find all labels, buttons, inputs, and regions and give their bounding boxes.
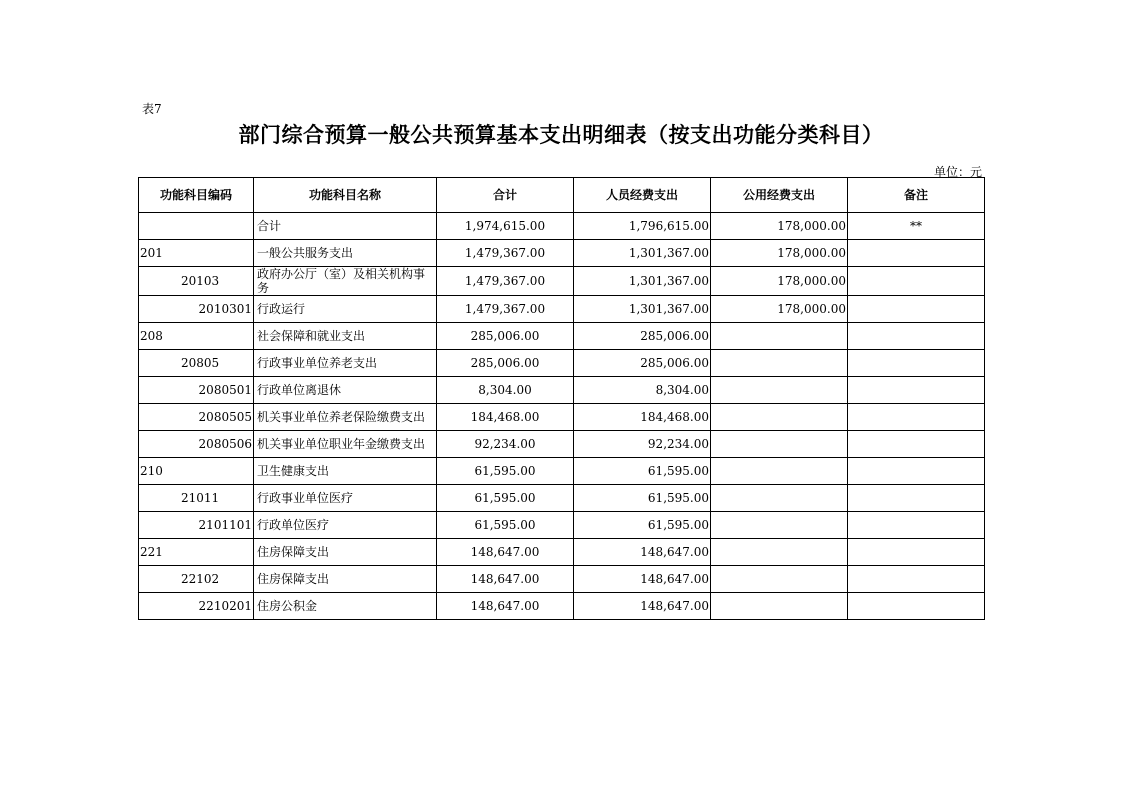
- cell-code: 2080505: [139, 404, 254, 431]
- cell-name: 机关事业单位养老保险缴费支出: [254, 404, 437, 431]
- cell-total: 1,479,367.00: [437, 240, 574, 267]
- cell-total: 148,647.00: [437, 539, 574, 566]
- cell-total: 61,595.00: [437, 485, 574, 512]
- cell-personnel: 285,006.00: [574, 323, 711, 350]
- cell-code: 221: [139, 539, 254, 566]
- cell-code: 2210201: [139, 593, 254, 620]
- cell-total: 148,647.00: [437, 566, 574, 593]
- cell-note: [848, 512, 985, 539]
- cell-personnel: 285,006.00: [574, 350, 711, 377]
- unit-label: 单位：元: [933, 165, 982, 179]
- cell-total: 61,595.00: [437, 512, 574, 539]
- cell-code: 201: [139, 240, 254, 267]
- table-header-row: [139, 178, 985, 213]
- budget-table: [138, 177, 985, 620]
- header-total: 合计: [437, 178, 574, 213]
- table-row: [139, 267, 985, 296]
- cell-total: 8,304.00: [437, 377, 574, 404]
- cell-name: 住房保障支出: [254, 566, 437, 593]
- table-row: [139, 240, 985, 267]
- cell-personnel: 1,796,615.00: [574, 213, 711, 240]
- cell-public: [711, 350, 848, 377]
- table-row: [139, 296, 985, 323]
- cell-note: [848, 350, 985, 377]
- cell-personnel: 148,647.00: [574, 539, 711, 566]
- table-row: [139, 404, 985, 431]
- cell-code: 22102: [139, 566, 254, 593]
- cell-personnel: 61,595.00: [574, 458, 711, 485]
- table-number: 表7: [142, 102, 162, 116]
- cell-name: 行政单位离退休: [254, 377, 437, 404]
- cell-public: 178,000.00: [711, 267, 848, 296]
- cell-note: [848, 485, 985, 512]
- cell-note: [848, 240, 985, 267]
- cell-name: 住房公积金: [254, 593, 437, 620]
- cell-total: 92,234.00: [437, 431, 574, 458]
- cell-note: [848, 431, 985, 458]
- cell-name: 行政运行: [254, 296, 437, 323]
- table-row: [139, 485, 985, 512]
- table-body: [139, 213, 985, 620]
- cell-personnel: 1,301,367.00: [574, 240, 711, 267]
- cell-total: 1,479,367.00: [437, 296, 574, 323]
- cell-code: 210: [139, 458, 254, 485]
- table-row: [139, 512, 985, 539]
- table-row: [139, 593, 985, 620]
- cell-public: [711, 404, 848, 431]
- cell-personnel: 61,595.00: [574, 512, 711, 539]
- cell-total: 1,479,367.00: [437, 267, 574, 296]
- cell-total: 285,006.00: [437, 323, 574, 350]
- table-row: [139, 350, 985, 377]
- table-row: [139, 213, 985, 240]
- cell-code: 2080506: [139, 431, 254, 458]
- cell-name: 一般公共服务支出: [254, 240, 437, 267]
- table-row: [139, 323, 985, 350]
- cell-note: [848, 539, 985, 566]
- cell-name: 合计: [254, 213, 437, 240]
- cell-code: 2080501: [139, 377, 254, 404]
- cell-total: 61,595.00: [437, 458, 574, 485]
- cell-note: [848, 593, 985, 620]
- header-personnel: 人员经费支出: [574, 178, 711, 213]
- cell-name: 住房保障支出: [254, 539, 437, 566]
- cell-code: 2010301: [139, 296, 254, 323]
- table-row: [139, 377, 985, 404]
- cell-personnel: 1,301,367.00: [574, 267, 711, 296]
- cell-note: [848, 377, 985, 404]
- cell-public: [711, 566, 848, 593]
- cell-total: 148,647.00: [437, 593, 574, 620]
- cell-personnel: 184,468.00: [574, 404, 711, 431]
- cell-name: 行政单位医疗: [254, 512, 437, 539]
- cell-note: **: [848, 213, 985, 240]
- cell-note: [848, 404, 985, 431]
- cell-personnel: 61,595.00: [574, 485, 711, 512]
- cell-code: 21011: [139, 485, 254, 512]
- cell-code: [139, 213, 254, 240]
- header-note: 备注: [848, 178, 985, 213]
- table-row: [139, 539, 985, 566]
- cell-public: 178,000.00: [711, 296, 848, 323]
- header-public: 公用经费支出: [711, 178, 848, 213]
- cell-public: [711, 323, 848, 350]
- cell-personnel: 1,301,367.00: [574, 296, 711, 323]
- page-title: 部门综合预算一般公共预算基本支出明细表（按支出功能分类科目）: [238, 122, 884, 147]
- cell-note: [848, 566, 985, 593]
- cell-name: 行政事业单位养老支出: [254, 350, 437, 377]
- cell-personnel: 92,234.00: [574, 431, 711, 458]
- header-code: 功能科目编码: [139, 178, 254, 213]
- cell-note: [848, 296, 985, 323]
- cell-public: [711, 377, 848, 404]
- cell-public: [711, 512, 848, 539]
- cell-name: 政府办公厅（室）及相关机构事务: [254, 267, 437, 296]
- cell-public: 178,000.00: [711, 240, 848, 267]
- cell-name: 卫生健康支出: [254, 458, 437, 485]
- cell-code: 20103: [139, 267, 254, 296]
- cell-note: [848, 267, 985, 296]
- table-row: [139, 431, 985, 458]
- cell-note: [848, 458, 985, 485]
- cell-public: [711, 458, 848, 485]
- cell-public: [711, 593, 848, 620]
- cell-note: [848, 323, 985, 350]
- cell-code: 2101101: [139, 512, 254, 539]
- table-row: [139, 458, 985, 485]
- cell-total: 1,974,615.00: [437, 213, 574, 240]
- header-name: 功能科目名称: [254, 178, 437, 213]
- cell-public: [711, 539, 848, 566]
- cell-name: 社会保障和就业支出: [254, 323, 437, 350]
- cell-public: [711, 431, 848, 458]
- cell-name: 行政事业单位医疗: [254, 485, 437, 512]
- cell-personnel: 148,647.00: [574, 593, 711, 620]
- cell-public: [711, 485, 848, 512]
- cell-personnel: 148,647.00: [574, 566, 711, 593]
- cell-total: 285,006.00: [437, 350, 574, 377]
- cell-personnel: 8,304.00: [574, 377, 711, 404]
- cell-public: 178,000.00: [711, 213, 848, 240]
- cell-code: 20805: [139, 350, 254, 377]
- cell-code: 208: [139, 323, 254, 350]
- cell-total: 184,468.00: [437, 404, 574, 431]
- cell-name: 机关事业单位职业年金缴费支出: [254, 431, 437, 458]
- table-row: [139, 566, 985, 593]
